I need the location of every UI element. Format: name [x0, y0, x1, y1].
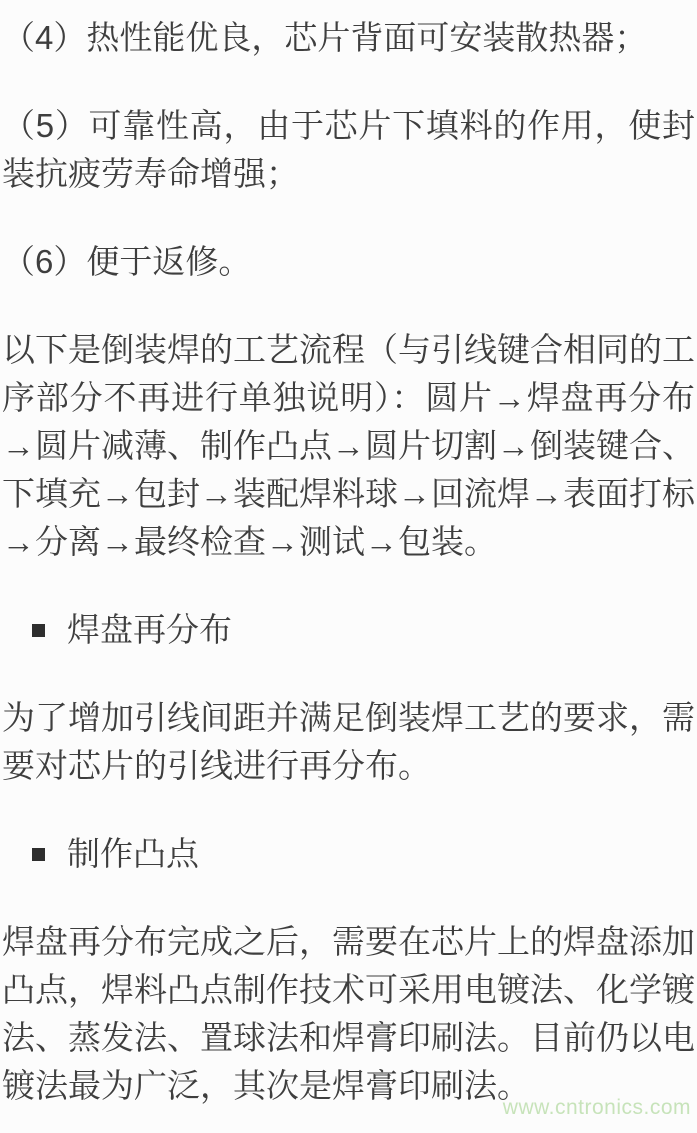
bullet-item-bump-fabrication: [2, 830, 695, 878]
pad-redistribution-paragraph: 为了增加引线间距并满足倒装焊工艺的要求，需要对芯片的引线进行再分布。: [2, 699, 695, 784]
square-bullet-icon: [32, 848, 45, 861]
site-watermark: www.cntronics.com: [502, 1096, 691, 1119]
process-flow-paragraph: 以下是倒装焊的工艺流程（与引线键合相同的工序部分不再进行单独说明）：圆片→焊盘再分布→圆片减薄、制作凸点→圆片切割→倒装键合、下填充→包封→装配焊料球→回流焊→表面打标→分离→最终检查→测试→包装。: [2, 331, 695, 560]
bullet-label-bump-fabrication: 制作凸点: [67, 835, 199, 872]
square-bullet-icon: [32, 624, 45, 637]
numbered-item-6: （6）便于返修。: [2, 243, 252, 280]
bump-fabrication-paragraph: 焊盘再分布完成之后，需要在芯片上的焊盘添加凸点，焊料凸点制作技术可采用电镀法、化学镀法、蒸发法、置球法和焊膏印刷法。目前仍以电镀法最为广泛，其次是焊膏印刷法。: [2, 923, 695, 1104]
numbered-item-4: （4）热性能优良，芯片背面可安装散热器；: [2, 19, 648, 56]
numbered-item-5: （5）可靠性高，由于芯片下填料的作用，使封装抗疲劳寿命增强；: [2, 107, 695, 192]
bullet-label-pad-redistribution: 焊盘再分布: [67, 611, 232, 648]
bullet-item-pad-redistribution: [2, 606, 695, 654]
